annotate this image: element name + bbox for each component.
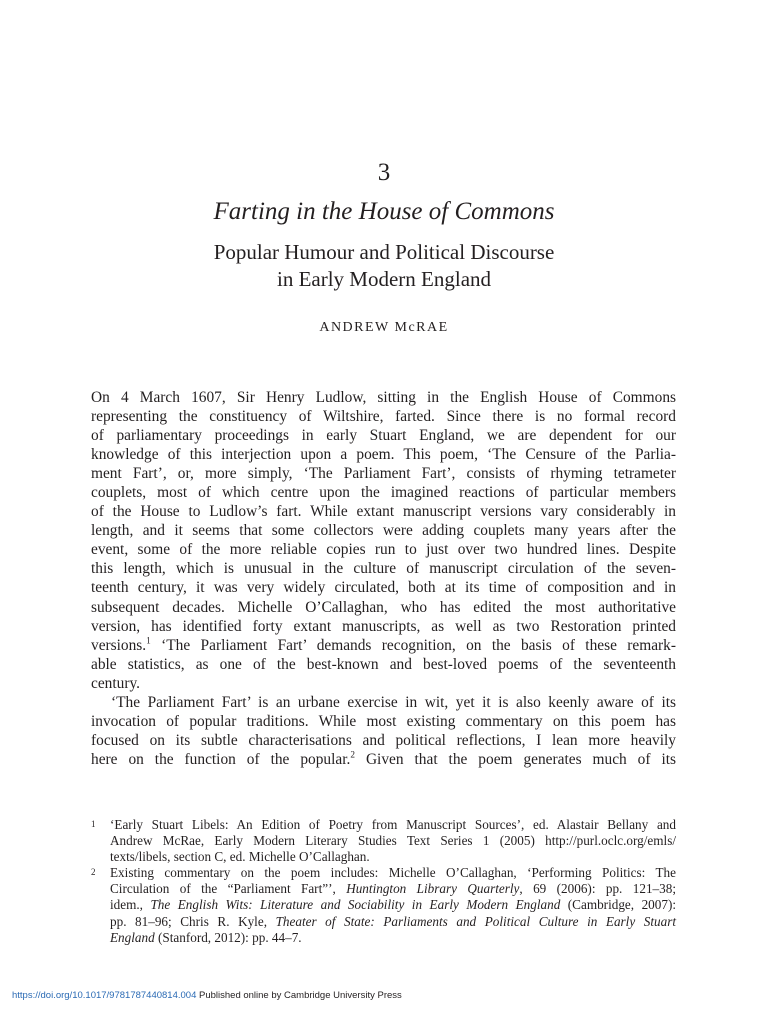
text-run: Given that the poem generates much of its xyxy=(354,750,676,768)
footnote-line xyxy=(110,881,676,897)
text-line: representing the constituency of Wiltshire, farted. Since there is no formal record xyxy=(91,408,676,426)
text-run: idem., xyxy=(110,897,151,913)
chapter-number: 3 xyxy=(377,159,391,186)
chapter-title: Farting in the House of Commons xyxy=(213,198,555,225)
text-line: able statistics, as one of the best-known and best-loved poems of the seventeenth xyxy=(91,655,676,673)
text-line: length, and it seems that some collectors were adding couplets many years after the xyxy=(91,522,676,540)
text-line xyxy=(91,750,676,769)
footnote-2 xyxy=(91,865,676,945)
subtitle-line: Popular Humour and Political Discourse xyxy=(213,240,555,264)
text-line: of the House to Ludlow’s fart. While extant manuscript versions vary considerably in xyxy=(91,503,676,521)
footnote-line xyxy=(110,897,676,913)
paragraph-2 xyxy=(91,693,676,769)
text-line xyxy=(91,636,676,655)
text-run: Circulation of the “Parliament Fart”’, xyxy=(110,881,347,897)
subtitle-line: in Early Modern England xyxy=(276,267,492,291)
footnote-line xyxy=(110,930,676,946)
text-run: (Cambridge, 2007): xyxy=(560,897,677,913)
text-run: (Stanford, 2012): pp. 44–7. xyxy=(154,929,302,945)
text-run: ‘The Parliament Fart’ demands recognition, on the basis of these remark- xyxy=(150,636,676,654)
footnote-line: texts/libels, section C, ed. Michelle O’Callaghan. xyxy=(110,849,370,865)
footnote-1 xyxy=(91,817,676,865)
text-line: event, some of the more reliable copies run to just over two hundred lines. Despite xyxy=(91,541,676,559)
text-line: On 4 March 1607, Sir Henry Ludlow, sitting in the English House of Commons xyxy=(91,389,676,406)
book-title: The English Wits: Literature and Sociability in Early Modern England xyxy=(150,897,561,913)
book-title: England xyxy=(110,929,155,945)
page-footer xyxy=(12,990,402,1001)
body-text xyxy=(91,388,676,769)
footer-text: Published online by Cambridge University Press xyxy=(196,990,402,1001)
text-line: version, has identified forty extant manuscripts, as well as two Restoration printed xyxy=(91,617,676,635)
text-run: , 69 (2006): pp. 121–38; xyxy=(519,881,676,897)
footnote-ref-2[interactable]: 2 xyxy=(350,749,355,760)
footnote-number: 2 xyxy=(91,867,96,878)
text-line: subsequent decades. Michelle O’Callaghan, who has edited the most authoritative xyxy=(91,598,676,616)
doi-link[interactable]: https://doi.org/10.1017/9781787440814.004 xyxy=(12,990,197,1001)
footnote-line xyxy=(110,914,676,930)
text-line: couplets, most of which centre upon the imagined reactions of particular members xyxy=(91,484,676,502)
text-line: this length, which is unusual in the culture of manuscript circulation of the seven- xyxy=(91,560,676,578)
footnotes xyxy=(91,817,676,946)
author-name: ANDREW McRAE xyxy=(319,320,449,335)
text-run: here on the function of the popular. xyxy=(91,750,351,768)
footnote-line: Andrew McRae, Early Modern Literary Studies Text Series 1 (2005) http://purl.oclc.org/emls/ xyxy=(110,833,676,849)
book-title: Theater of State: Parliaments and Political Culture in Early Stuart xyxy=(275,913,677,929)
text-line: century. xyxy=(91,674,140,692)
text-run: versions. xyxy=(91,636,147,654)
text-line: focused on its subtle characterisations and political reflections, I lean more heavily xyxy=(91,731,676,749)
text-run: pp. 81–96; Chris R. Kyle, xyxy=(110,913,276,929)
footnote-line: ‘Early Stuart Libels: An Edition of Poetry from Manuscript Sources’, ed. Alastair Bellany and xyxy=(110,817,676,832)
text-line: invocation of popular traditions. While most existing commentary on this poem has xyxy=(91,712,676,730)
text-line: ment Fart’, or, more simply, ‘The Parliament Fart’, consists of rhyming tetrameter xyxy=(91,465,676,483)
footnote-ref-1[interactable]: 1 xyxy=(146,635,151,646)
paragraph-1 xyxy=(91,388,676,693)
text-line: of parliamentary proceedings in early Stuart England, we are dependent for our xyxy=(91,427,676,445)
text-line: knowledge of this interjection upon a poem. This poem, ‘The Censure of the Parlia- xyxy=(91,446,676,464)
text-line: teenth century, it was very widely circulated, both at its time of composition and in xyxy=(91,579,676,597)
text-line: ‘The Parliament Fart’ is an urbane exercise in wit, yet it is also keenly aware of its xyxy=(111,693,676,711)
footnote-line: Existing commentary on the poem includes: Michelle O’Callaghan, ‘Performing Politics: The xyxy=(110,865,676,881)
footnote-number: 1 xyxy=(91,819,96,829)
chapter-subtitle xyxy=(0,239,768,293)
journal-title: Huntington Library Quarterly xyxy=(346,881,520,897)
